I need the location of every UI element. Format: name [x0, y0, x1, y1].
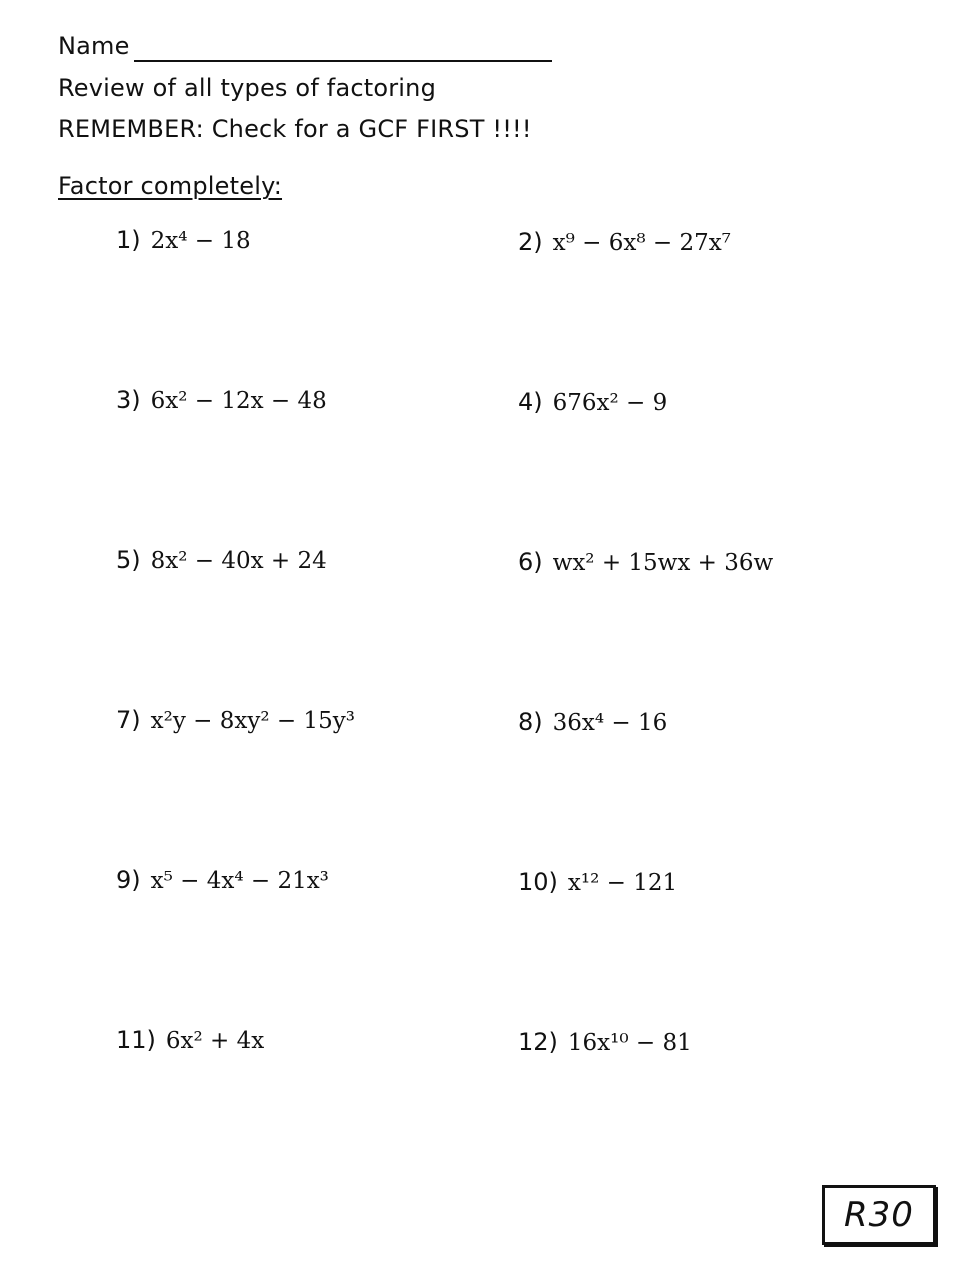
problem-expression: 36x⁴ − 16	[552, 710, 668, 736]
problem-9	[116, 866, 329, 894]
worksheet-title: Review of all types of factoring	[58, 74, 437, 102]
name-label: Name	[58, 32, 130, 60]
problem-expression: x⁵ − 4x⁴ − 21x³	[150, 868, 329, 894]
problem-number: 10)	[518, 868, 558, 896]
problem-number: 1)	[116, 226, 141, 254]
problem-expression: 676x² − 9	[552, 390, 668, 416]
problem-expression: 6x² − 12x − 48	[150, 388, 327, 414]
problem-number: 4)	[518, 388, 543, 416]
problem-2	[518, 228, 731, 256]
problem-number: 7)	[116, 706, 141, 734]
problem-5	[116, 546, 327, 574]
problem-number: 3)	[116, 386, 141, 414]
problem-8	[518, 708, 667, 736]
reminder-text: REMEMBER: Check for a GCF FIRST !!!!	[58, 115, 532, 143]
problem-4	[518, 388, 667, 416]
problem-12	[518, 1028, 692, 1056]
problem-expression: x¹² − 121	[567, 870, 678, 896]
problem-number: 12)	[518, 1028, 558, 1056]
instruction-heading: Factor completely:	[58, 172, 283, 200]
problem-1	[116, 226, 251, 254]
problem-expression: x⁹ − 6x⁸ − 27x⁷	[552, 230, 731, 256]
problem-number: 6)	[518, 548, 543, 576]
problem-7	[116, 706, 355, 734]
problem-number: 11)	[116, 1026, 156, 1054]
problem-expression: 16x¹⁰ − 81	[567, 1030, 692, 1056]
problem-11	[116, 1026, 264, 1054]
problem-3	[116, 386, 327, 414]
problem-expression: x²y − 8xy² − 15y³	[150, 708, 355, 734]
problem-10	[518, 868, 677, 896]
problem-expression: wx² + 15wx + 36w	[552, 550, 774, 576]
problem-number: 5)	[116, 546, 141, 574]
name-blank-line[interactable]	[134, 60, 552, 62]
problem-number: 2)	[518, 228, 543, 256]
problem-number: 8)	[518, 708, 543, 736]
problem-expression: 8x² − 40x + 24	[150, 548, 327, 574]
problem-expression: 6x² + 4x	[165, 1028, 265, 1054]
problem-expression: 2x⁴ − 18	[150, 228, 251, 254]
problem-6	[518, 548, 773, 576]
problem-number: 9)	[116, 866, 141, 894]
worksheet-code-stamp: R30	[822, 1185, 936, 1245]
